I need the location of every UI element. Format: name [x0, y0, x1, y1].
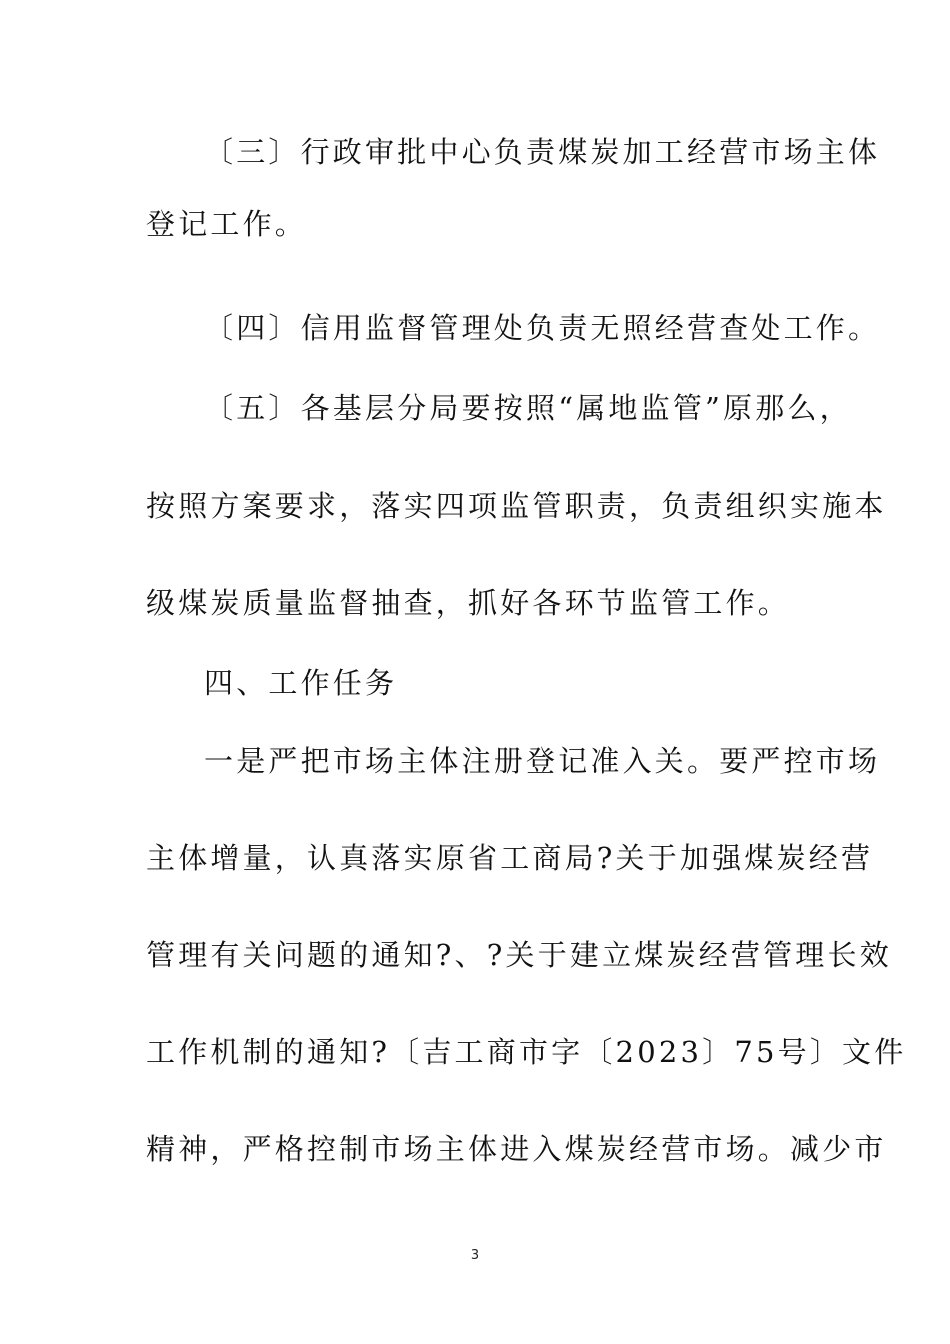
paragraph-line: 管理有关问题的通知?、?关于建立煤炭经营管理长效	[146, 938, 892, 972]
paragraph-line: 〔三〕行政审批中心负责煤炭加工经营市场主体	[204, 135, 881, 169]
paragraph-line: 主体增量，认真落实原省工商局?关于加强煤炭经营	[146, 841, 874, 875]
paragraph-line: 登记工作。	[146, 207, 308, 241]
paragraph-line: 级煤炭质量监督抽查，抓好各环节监管工作。	[146, 586, 791, 620]
paragraph-line: 一是严把市场主体注册登记准入关。要严控市场	[204, 744, 881, 778]
page-number: 3	[470, 1248, 480, 1263]
section-heading: 四、工作任务	[204, 666, 398, 700]
paragraph-line: 〔五〕各基层分局要按照“属地监管”原那么，	[204, 391, 852, 425]
paragraph-line: 〔四〕信用监督管理处负责无照经营查处工作。	[204, 311, 881, 345]
paragraph-line: 精神，严格控制市场主体进入煤炭经营市场。减少市	[146, 1132, 887, 1166]
paragraph-line: 工作机制的通知?〔吉工商市字〔2023〕75号〕文件	[146, 1035, 907, 1069]
paragraph-line: 按照方案要求，落实四项监管职责，负责组织实施本	[146, 489, 887, 523]
